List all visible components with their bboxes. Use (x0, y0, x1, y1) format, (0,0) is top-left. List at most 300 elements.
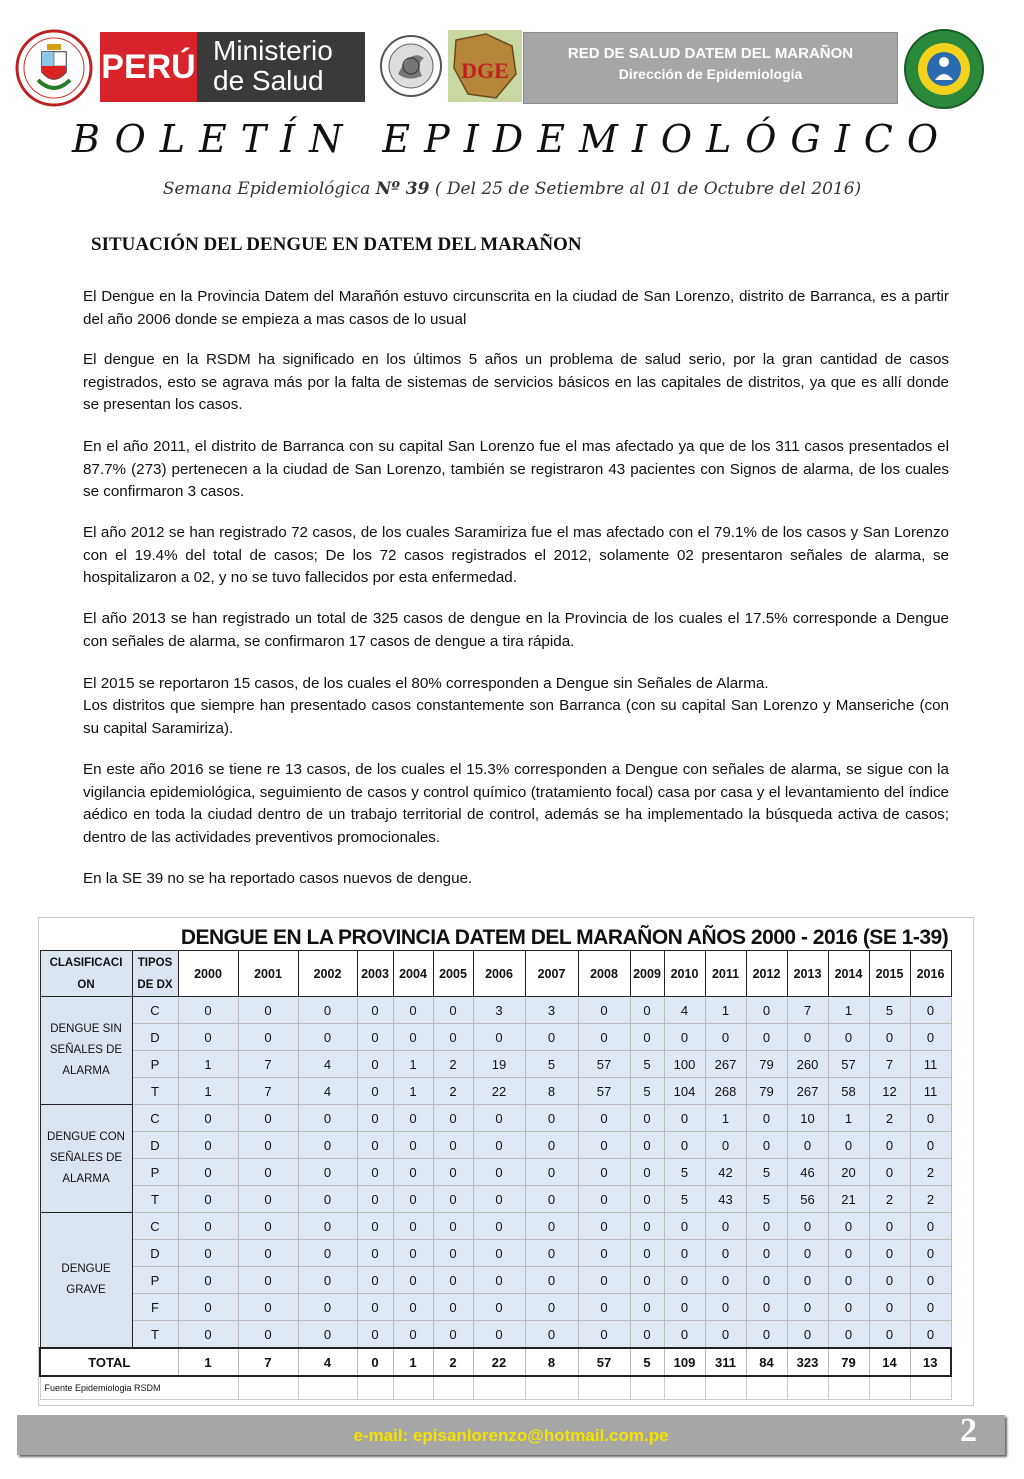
table-row (40, 1105, 951, 1132)
table-total-row (40, 1348, 951, 1376)
value-cell: 4 (298, 1078, 357, 1105)
value-cell: 5 (630, 1051, 664, 1078)
empty-cell (869, 1376, 910, 1400)
minsa-line2: de Salud (213, 65, 324, 96)
value-cell: 0 (525, 1132, 578, 1159)
value-cell: 0 (433, 1024, 473, 1051)
value-cell: 0 (357, 1078, 393, 1105)
value-cell: 0 (787, 1294, 828, 1321)
red-salud-title: RED DE SALUD DATEM DEL MARAÑON (567, 45, 854, 62)
value-cell: 12 (869, 1078, 910, 1105)
value-cell: 8 (525, 1078, 578, 1105)
total-cell: 22 (473, 1348, 525, 1376)
value-cell: 0 (828, 1024, 869, 1051)
value-cell: 0 (910, 1267, 951, 1294)
empty-cell (298, 1376, 357, 1400)
value-cell: 0 (910, 1240, 951, 1267)
ministerio-salud-logo (197, 32, 365, 102)
table-row (40, 1051, 951, 1078)
value-cell: 0 (869, 1132, 910, 1159)
col-header-year: 2010 (664, 951, 705, 997)
value-cell: 0 (298, 997, 357, 1024)
value-cell: 0 (357, 1105, 393, 1132)
group-label: DENGUE GRAVE (40, 1213, 132, 1349)
value-cell: 0 (746, 1321, 787, 1349)
total-cell: 84 (746, 1348, 787, 1376)
value-cell: 0 (473, 1186, 525, 1213)
value-cell: 0 (473, 1294, 525, 1321)
value-cell: 1 (705, 1105, 746, 1132)
value-cell: 0 (178, 1267, 238, 1294)
value-cell: 0 (578, 1213, 630, 1240)
red-salud-banner (523, 32, 898, 104)
value-cell: 0 (578, 1321, 630, 1349)
empty-cell (630, 1376, 664, 1400)
value-cell: 0 (238, 1159, 298, 1186)
value-cell: 0 (178, 1159, 238, 1186)
dx-type-cell: D (132, 1240, 178, 1267)
value-cell: 7 (787, 997, 828, 1024)
value-cell: 0 (578, 1159, 630, 1186)
value-cell: 0 (828, 1294, 869, 1321)
value-cell: 0 (869, 1267, 910, 1294)
value-cell: 0 (664, 1294, 705, 1321)
total-cell: 323 (787, 1348, 828, 1376)
value-cell: 0 (178, 1240, 238, 1267)
dx-type-cell: T (132, 1186, 178, 1213)
value-cell: 267 (705, 1051, 746, 1078)
value-cell: 0 (630, 1321, 664, 1349)
value-cell: 57 (578, 1078, 630, 1105)
value-cell: 2 (910, 1159, 951, 1186)
value-cell: 0 (433, 1213, 473, 1240)
table-title-spacer (40, 918, 178, 951)
value-cell: 0 (178, 1321, 238, 1349)
value-cell: 100 (664, 1051, 705, 1078)
col-header-year: 2014 (828, 951, 869, 997)
value-cell: 58 (828, 1078, 869, 1105)
value-cell: 0 (787, 1321, 828, 1349)
value-cell: 267 (787, 1078, 828, 1105)
dx-type-cell: P (132, 1267, 178, 1294)
empty-cell (787, 1376, 828, 1400)
value-cell: 0 (578, 997, 630, 1024)
value-cell: 0 (298, 1267, 357, 1294)
value-cell: 79 (746, 1051, 787, 1078)
value-cell: 0 (433, 1105, 473, 1132)
value-cell: 0 (787, 1213, 828, 1240)
value-cell: 0 (630, 1240, 664, 1267)
value-cell: 0 (473, 1213, 525, 1240)
total-cell: 4 (298, 1348, 357, 1376)
value-cell: 0 (238, 1132, 298, 1159)
total-cell: 13 (910, 1348, 951, 1376)
paragraph: Los distritos que siempre han presentado casos constantemente son Barranca (con su capital San Lorenzo y Manseriche (con su capital Saramiriza). (83, 697, 949, 737)
value-cell: 0 (473, 1024, 525, 1051)
value-cell: 0 (238, 1294, 298, 1321)
value-cell: 0 (178, 997, 238, 1024)
total-cell: 311 (705, 1348, 746, 1376)
dx-type-cell: F (132, 1294, 178, 1321)
value-cell: 0 (298, 1186, 357, 1213)
col-header-year: 2013 (787, 951, 828, 997)
table-row (40, 1240, 951, 1267)
value-cell: 0 (746, 1024, 787, 1051)
value-cell: 0 (828, 1213, 869, 1240)
dge-logo (446, 28, 524, 104)
value-cell: 1 (828, 1105, 869, 1132)
bulletin-title: BOLETÍN EPIDEMIOLÓGICO (71, 117, 953, 161)
value-cell: 0 (393, 1024, 433, 1051)
value-cell: 0 (238, 1186, 298, 1213)
table-title-row (40, 918, 951, 951)
dx-type-cell: D (132, 1024, 178, 1051)
empty-cell (910, 1376, 951, 1400)
value-cell: 0 (178, 1294, 238, 1321)
col-header-year: 2016 (910, 951, 951, 997)
value-cell: 0 (578, 1186, 630, 1213)
value-cell: 0 (578, 1240, 630, 1267)
red-salud-subtitle: Dirección de Epidemiología (618, 66, 803, 82)
value-cell: 1 (828, 997, 869, 1024)
value-cell: 0 (525, 1213, 578, 1240)
value-cell: 0 (298, 1159, 357, 1186)
paragraph: El dengue en la RSDM ha significado en los últimos 5 años un problema de salud serio, por la gran cantidad de casos registrados, esto se agrava más por la falta de sistemas de servicios básicos en las capitales de distritos, ya que es allí donde se presentan los casos. (83, 351, 949, 413)
value-cell: 0 (630, 1159, 664, 1186)
table-row (40, 1213, 951, 1240)
dx-type-cell: T (132, 1078, 178, 1105)
value-cell: 7 (238, 1051, 298, 1078)
value-cell: 0 (910, 997, 951, 1024)
col-header-types: TIPOS DE DX (132, 951, 178, 997)
peru-coat-of-arms-logo (14, 28, 94, 108)
group-label: DENGUE SIN SEÑALES DE ALARMA (40, 997, 132, 1105)
table-row (40, 1132, 951, 1159)
value-cell: 0 (578, 1267, 630, 1294)
value-cell: 0 (869, 1321, 910, 1349)
value-cell: 0 (393, 1132, 433, 1159)
value-cell: 1 (393, 1078, 433, 1105)
value-cell: 0 (525, 1024, 578, 1051)
col-header-classification: CLASIFICACI ON (40, 951, 132, 997)
group-label: DENGUE CON SEÑALES DE ALARMA (40, 1105, 132, 1213)
value-cell: 0 (630, 1267, 664, 1294)
page-number: 2 (960, 1412, 977, 1449)
dge-logo-text: DGE (461, 58, 509, 83)
col-header-year: 2002 (298, 951, 357, 997)
paragraph: El 2015 se reportaron 15 casos, de los cuales el 80% corresponden a Dengue sin Señales de Alarma. (83, 675, 769, 692)
value-cell: 4 (664, 997, 705, 1024)
value-cell: 0 (828, 1321, 869, 1349)
col-header-year: 2004 (393, 951, 433, 997)
dengue-cases-table (39, 918, 952, 1400)
value-cell: 0 (393, 1240, 433, 1267)
col-header-year: 2007 (525, 951, 578, 997)
table-row (40, 1159, 951, 1186)
value-cell: 0 (393, 1321, 433, 1349)
value-cell: 0 (393, 1159, 433, 1186)
section-title: SITUACIÓN DEL DENGUE EN DATEM DEL MARAÑON (91, 234, 582, 255)
value-cell: 0 (357, 1159, 393, 1186)
value-cell: 0 (525, 1105, 578, 1132)
value-cell: 0 (525, 1159, 578, 1186)
value-cell: 79 (746, 1078, 787, 1105)
total-cell: 5 (630, 1348, 664, 1376)
value-cell: 0 (298, 1132, 357, 1159)
value-cell: 7 (238, 1078, 298, 1105)
value-cell: 0 (357, 1240, 393, 1267)
value-cell: 0 (433, 1159, 473, 1186)
table-row (40, 1078, 951, 1105)
renace-logo (378, 28, 444, 104)
col-header-year: 2005 (433, 951, 473, 997)
value-cell: 0 (787, 1132, 828, 1159)
value-cell: 0 (393, 1186, 433, 1213)
value-cell: 0 (357, 1024, 393, 1051)
empty-cell (664, 1376, 705, 1400)
value-cell: 57 (828, 1051, 869, 1078)
week-range: ( Del 25 de Setiembre al 01 de Octubre del 2016) (434, 179, 862, 199)
value-cell: 0 (578, 1105, 630, 1132)
value-cell: 0 (664, 1024, 705, 1051)
value-cell: 21 (828, 1186, 869, 1213)
week-prefix: Semana Epidemiológica (162, 179, 371, 199)
value-cell: 0 (393, 1213, 433, 1240)
value-cell: 268 (705, 1078, 746, 1105)
value-cell: 0 (910, 1024, 951, 1051)
value-cell: 0 (869, 1024, 910, 1051)
value-cell: 5 (664, 1186, 705, 1213)
dx-type-cell: C (132, 1213, 178, 1240)
value-cell: 42 (705, 1159, 746, 1186)
value-cell: 0 (630, 1105, 664, 1132)
value-cell: 2 (433, 1051, 473, 1078)
value-cell: 4 (298, 1051, 357, 1078)
empty-cell (357, 1376, 393, 1400)
value-cell: 5 (525, 1051, 578, 1078)
value-cell: 7 (869, 1051, 910, 1078)
value-cell: 0 (357, 1321, 393, 1349)
value-cell: 0 (393, 1267, 433, 1294)
table-row (40, 1024, 951, 1051)
col-header-year: 2003 (357, 951, 393, 997)
value-cell: 104 (664, 1078, 705, 1105)
value-cell: 1 (393, 1051, 433, 1078)
value-cell: 1 (705, 997, 746, 1024)
value-cell: 0 (357, 997, 393, 1024)
value-cell: 0 (525, 1240, 578, 1267)
dx-type-cell: P (132, 1159, 178, 1186)
value-cell: 0 (473, 1132, 525, 1159)
value-cell: 3 (473, 997, 525, 1024)
value-cell: 0 (664, 1267, 705, 1294)
total-cell: 7 (238, 1348, 298, 1376)
value-cell: 56 (787, 1186, 828, 1213)
paragraph: El año 2012 se han registrado 72 casos, de los cuales Saramiriza fue el mas afectado con el 79.1% de los casos y San Lorenzo con el 19.4% del total de casos; De los 72 casos registrados el 2012, solamente 02 presentaron señales de alarma, se hospitalizaron a 02, y no se tuvo fallecidos por esta enfermedad. (83, 524, 949, 586)
paragraph: El Dengue en la Provincia Datem del Marañón estuvo circunscrita en la ciudad de San Lorenzo, distrito de Barranca, es a partir del año 2006 donde se empieza a mas casos de lo usual (83, 288, 949, 328)
value-cell: 0 (705, 1294, 746, 1321)
col-header-year: 2000 (178, 951, 238, 997)
value-cell: 46 (787, 1159, 828, 1186)
value-cell: 2 (910, 1186, 951, 1213)
value-cell: 0 (473, 1240, 525, 1267)
empty-cell (393, 1376, 433, 1400)
value-cell: 0 (473, 1159, 525, 1186)
value-cell: 0 (298, 1105, 357, 1132)
value-cell: 1 (178, 1078, 238, 1105)
value-cell: 0 (178, 1132, 238, 1159)
value-cell: 0 (393, 1105, 433, 1132)
value-cell: 0 (238, 1267, 298, 1294)
value-cell: 0 (433, 1132, 473, 1159)
empty-cell (525, 1376, 578, 1400)
dx-type-cell: T (132, 1321, 178, 1349)
value-cell: 0 (298, 1294, 357, 1321)
value-cell: 57 (578, 1051, 630, 1078)
value-cell: 5 (630, 1078, 664, 1105)
col-header-year: 2008 (578, 951, 630, 997)
value-cell: 0 (705, 1321, 746, 1349)
value-cell: 0 (473, 1267, 525, 1294)
value-cell: 0 (705, 1267, 746, 1294)
value-cell: 0 (746, 1240, 787, 1267)
total-cell: 1 (393, 1348, 433, 1376)
table-source: Fuente Epidemiologia RSDM (40, 1376, 238, 1400)
value-cell: 0 (828, 1267, 869, 1294)
value-cell: 0 (178, 1186, 238, 1213)
week-number: Nº 39 (375, 179, 430, 199)
dx-type-cell: D (132, 1132, 178, 1159)
total-cell: 0 (357, 1348, 393, 1376)
total-cell: 57 (578, 1348, 630, 1376)
value-cell: 2 (869, 1105, 910, 1132)
empty-cell (746, 1376, 787, 1400)
value-cell: 0 (357, 1186, 393, 1213)
total-cell: 2 (433, 1348, 473, 1376)
value-cell: 0 (746, 1213, 787, 1240)
value-cell: 0 (910, 1132, 951, 1159)
value-cell: 0 (433, 997, 473, 1024)
value-cell: 0 (664, 1132, 705, 1159)
value-cell: 0 (357, 1267, 393, 1294)
value-cell: 0 (525, 1321, 578, 1349)
paragraph: En la SE 39 no se ha reportado casos nuevos de dengue. (83, 870, 473, 887)
value-cell: 19 (473, 1051, 525, 1078)
table-row (40, 1294, 951, 1321)
value-cell: 260 (787, 1051, 828, 1078)
empty-cell (828, 1376, 869, 1400)
value-cell: 0 (746, 1105, 787, 1132)
value-cell: 0 (630, 1024, 664, 1051)
value-cell: 1 (178, 1051, 238, 1078)
value-cell: 5 (746, 1159, 787, 1186)
value-cell: 0 (578, 1024, 630, 1051)
value-cell: 0 (705, 1213, 746, 1240)
total-cell: 109 (664, 1348, 705, 1376)
value-cell: 0 (910, 1105, 951, 1132)
value-cell: 0 (664, 1240, 705, 1267)
footer-bar (17, 1412, 1005, 1455)
value-cell: 0 (238, 997, 298, 1024)
value-cell: 0 (705, 1240, 746, 1267)
value-cell: 0 (433, 1240, 473, 1267)
value-cell: 0 (630, 1213, 664, 1240)
value-cell: 0 (178, 1213, 238, 1240)
value-cell: 0 (238, 1105, 298, 1132)
value-cell: 0 (630, 1132, 664, 1159)
value-cell: 0 (705, 1132, 746, 1159)
peru-logo-text: PERÚ (101, 47, 196, 86)
total-cell: 79 (828, 1348, 869, 1376)
value-cell: 0 (238, 1024, 298, 1051)
value-cell: 0 (298, 1240, 357, 1267)
value-cell: 0 (357, 1132, 393, 1159)
col-header-year: 2012 (746, 951, 787, 997)
value-cell: 0 (525, 1294, 578, 1321)
value-cell: 0 (298, 1213, 357, 1240)
empty-cell (238, 1376, 298, 1400)
value-cell: 5 (869, 997, 910, 1024)
value-cell: 5 (664, 1159, 705, 1186)
minsa-line1: Ministerio (213, 35, 333, 66)
value-cell: 0 (746, 1267, 787, 1294)
value-cell: 0 (630, 1186, 664, 1213)
value-cell: 0 (298, 1321, 357, 1349)
value-cell: 0 (787, 1240, 828, 1267)
value-cell: 43 (705, 1186, 746, 1213)
value-cell: 3 (525, 997, 578, 1024)
value-cell: 0 (910, 1321, 951, 1349)
value-cell: 0 (869, 1213, 910, 1240)
value-cell: 0 (238, 1321, 298, 1349)
footer-email[interactable]: e-mail: episanlorenzo@hotmail.com.pe (353, 1426, 669, 1445)
total-cell: 1 (178, 1348, 238, 1376)
value-cell: 22 (473, 1078, 525, 1105)
value-cell: 0 (705, 1024, 746, 1051)
value-cell: 0 (787, 1024, 828, 1051)
value-cell: 0 (869, 1240, 910, 1267)
value-cell: 0 (433, 1267, 473, 1294)
table-row (40, 1267, 951, 1294)
value-cell: 0 (238, 1240, 298, 1267)
table-title: DENGUE EN LA PROVINCIA DATEM DEL MARAÑON AÑOS 2000 - 2016 (SE 1-39) (180, 926, 949, 949)
dx-type-cell: C (132, 997, 178, 1024)
value-cell: 0 (746, 1294, 787, 1321)
value-cell: 0 (787, 1267, 828, 1294)
value-cell: 0 (298, 1024, 357, 1051)
table-row (40, 1321, 951, 1349)
value-cell: 11 (910, 1051, 951, 1078)
empty-cell (705, 1376, 746, 1400)
total-cell: 8 (525, 1348, 578, 1376)
bulletin-week-line (0, 179, 1024, 199)
value-cell: 0 (357, 1051, 393, 1078)
value-cell: 10 (787, 1105, 828, 1132)
value-cell: 0 (746, 1132, 787, 1159)
value-cell: 0 (630, 1294, 664, 1321)
col-header-year: 2009 (630, 951, 664, 997)
value-cell: 0 (869, 1159, 910, 1186)
value-cell: 0 (578, 1294, 630, 1321)
dx-type-cell: C (132, 1105, 178, 1132)
value-cell: 0 (433, 1186, 473, 1213)
table-source-row (40, 1376, 951, 1400)
value-cell: 0 (393, 997, 433, 1024)
value-cell: 5 (746, 1186, 787, 1213)
col-header-year: 2001 (238, 951, 298, 997)
col-header-year: 2015 (869, 951, 910, 997)
value-cell: 0 (433, 1294, 473, 1321)
